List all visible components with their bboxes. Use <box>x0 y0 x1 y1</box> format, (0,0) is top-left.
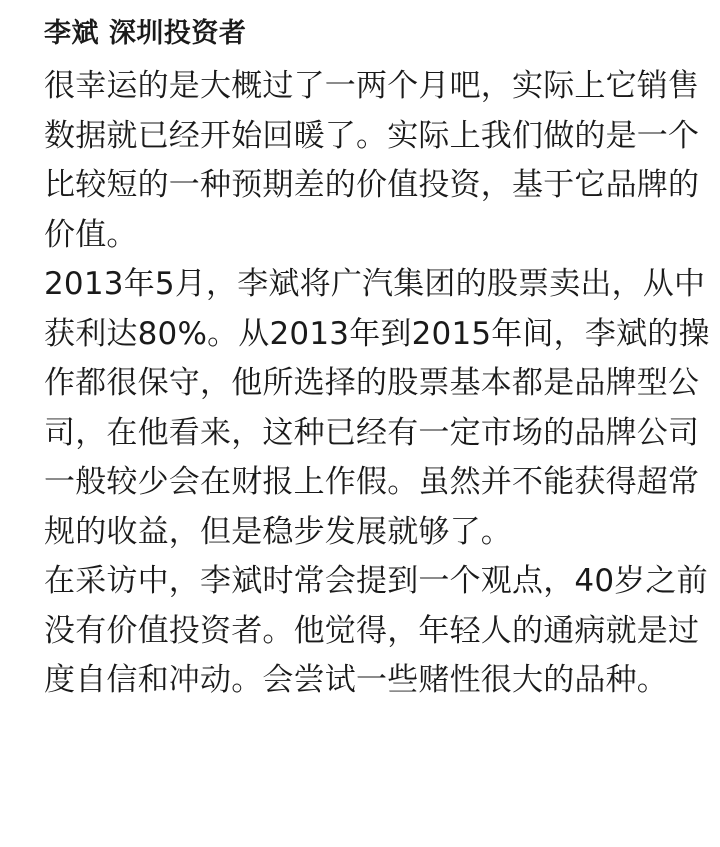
text-line: 一般较少会在财报上作假。虽然并不能获得超常 <box>44 464 700 500</box>
text-line: 获利达80%。从2013年到2015年间，李斌的操 <box>44 315 710 352</box>
text-line: 司，在他看来，这种已经有一定市场的品牌公司 <box>44 414 700 451</box>
paragraph-3 <box>44 557 708 706</box>
paragraph-1 <box>44 62 700 260</box>
text-line: 度自信和冲动。会尝试一些赌性很大的品种。 <box>44 662 668 698</box>
text-line: 在采访中，李斌时常会提到一个观点，40岁之前 <box>44 563 708 599</box>
text-line: 作都很保守，他所选择的股票基本都是品牌型公 <box>44 365 700 401</box>
text-line: 比较短的一种预期差的价值投资，基于它品牌的 <box>44 167 700 203</box>
text-line: 没有价值投资者。他觉得，年轻人的通病就是过 <box>44 612 700 649</box>
text-line: 2013年5月，李斌将广汽集团的股票卖出，从中 <box>44 266 706 302</box>
text-line: 价值。 <box>44 216 138 253</box>
article-title: 李斌 深圳投资者 <box>44 18 247 49</box>
text-line: 数据就已经开始回暖了。实际上我们做的是一个 <box>44 117 700 154</box>
text-line: 规的收益，但是稳步发展就够了。 <box>44 513 512 550</box>
text-line: 很幸运的是大概过了一两个月吧，实际上它销售 <box>44 68 700 104</box>
paragraph-2 <box>44 260 710 557</box>
